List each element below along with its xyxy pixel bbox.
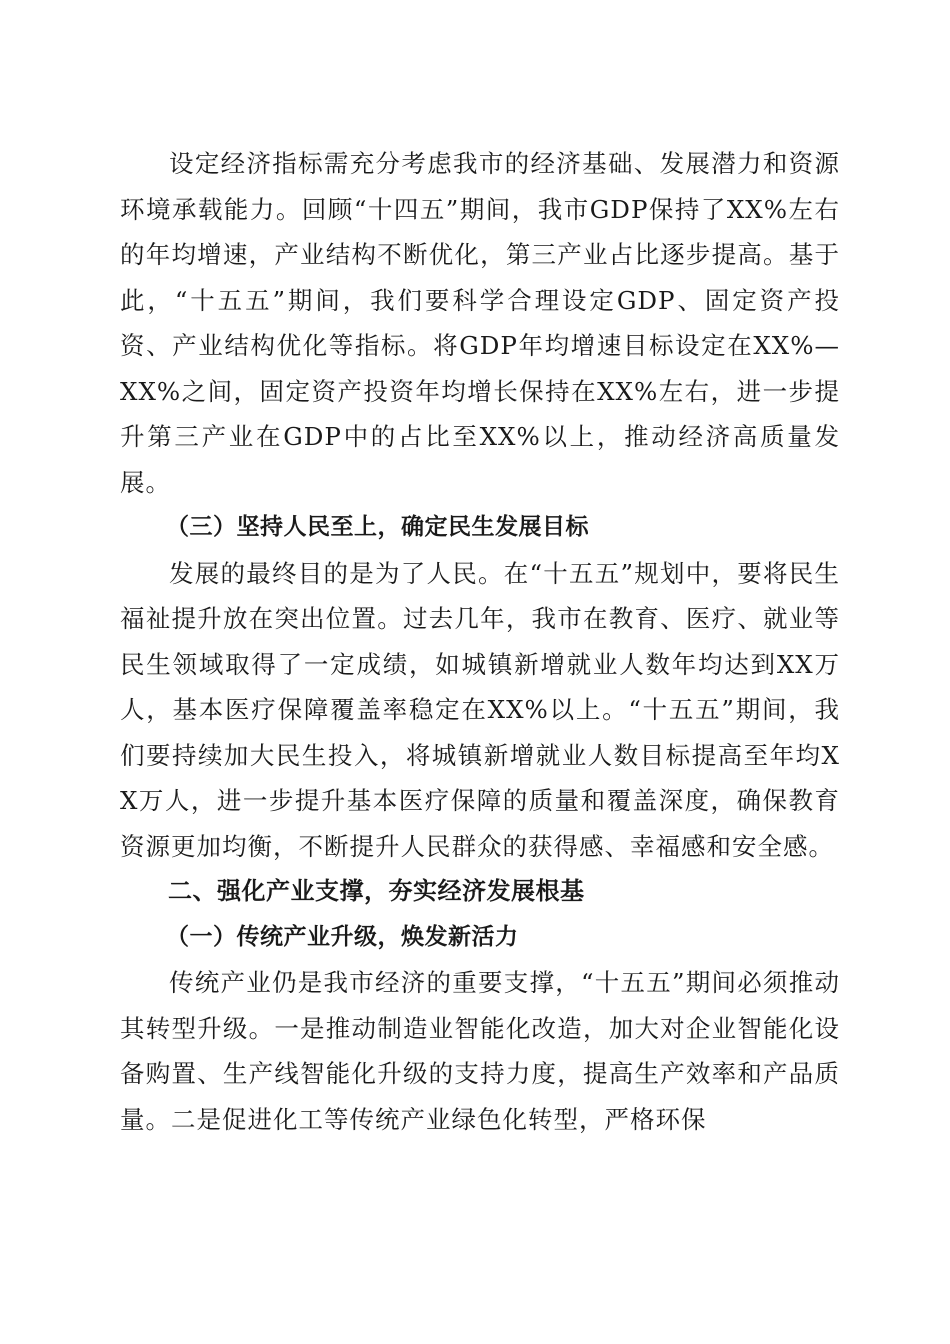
paragraph-traditional-industry: 传统产业仍是我市经济的重要支撑，“十五五”期间必须推动其转型升级。一是推动制造业智能化改造，加大对企业智能化设备购置、生产线智能化升级的支持力度，提高生产效率和产品质量。二是促进化工等传统产业绿色化转型，严格环保 [120,968,840,1134]
document-body [120,141,840,1142]
heading-industry-support: 二、强化产业支撑，夯实经济发展根基 [168,877,585,905]
paragraph-livelihood-goals: 发展的最终目的是为了人民。在“十五五”规划中，要将民生福祉提升放在突出位置。过去几年，我市在教育、医疗、就业等民生领域取得了一定成绩，如城镇新增就业人数年均达到XX万人，基本医疗保障覆盖率稳定在XX%以上。“十五五”期间，我们要持续加大民生投入，将城镇新增就业人数目标提高至年均XX万人，进一步提升基本医疗保障的质量和覆盖深度，确保教育资源更加均衡，不断提升人民群众的获得感、幸福感和安全感。 [120,558,840,861]
heading-people-first: （三）坚持人民至上，确定民生发展目标 [166,514,589,540]
heading-traditional-upgrade: （一）传统产业升级，焕发新活力 [166,923,519,950]
paragraph-economic-indicators: 设定经济指标需充分考虑我市的经济基础、发展潜力和资源环境承载能力。回顾“十四五”期间，我市GDP保持了XX%左右的年均增速，产业结构不断优化，第三产业占比逐步提高。基于此，“十五五”期间，我们要科学合理设定GDP、固定资产投资、产业结构优化等指标。将GDP年均增速目标设定在XX%—XX%之间，固定资产投资年均增长保持在XX%左右，进一步提升第三产业在GDP中的占比至XX%以上，推动经济高质量发展。 [120,149,840,497]
